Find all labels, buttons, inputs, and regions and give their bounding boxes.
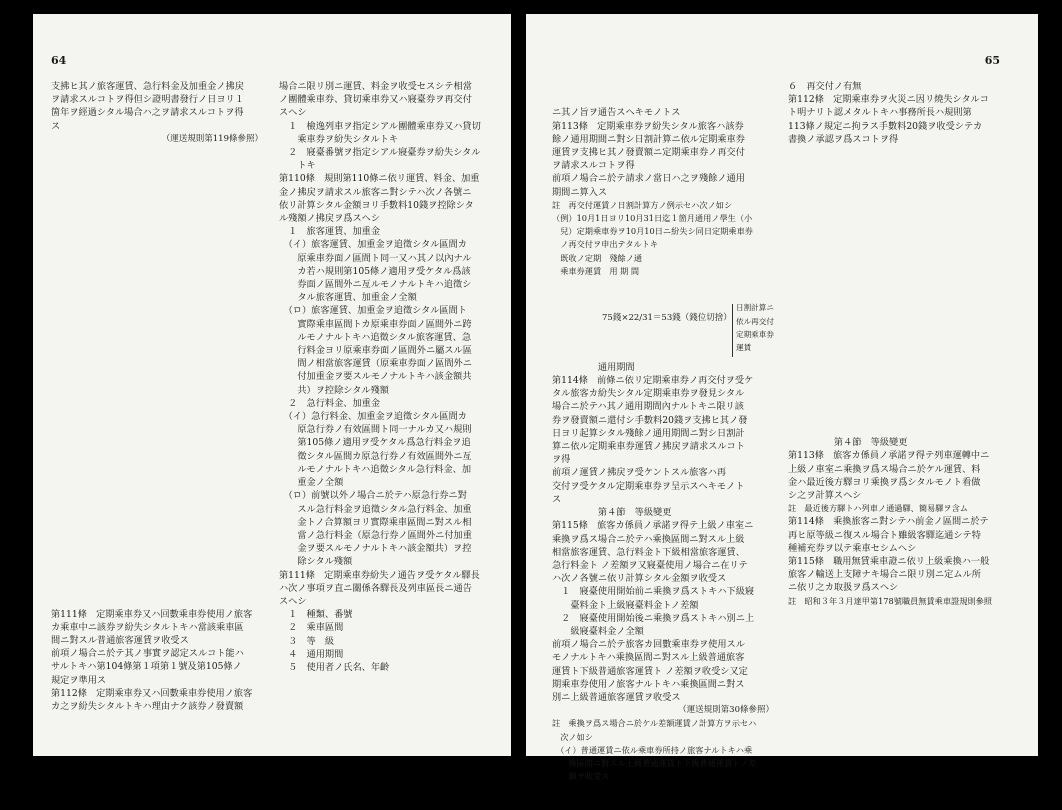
fare-formula [552, 303, 782, 353]
text-line [51, 489, 271, 502]
text-line [51, 186, 271, 199]
left-column-2 [279, 80, 505, 674]
text-line: （運送規則第30條參照） [678, 705, 774, 716]
text-line: ニ依リ之カ取扱ヲ爲スヘシ [788, 582, 899, 594]
text-line [788, 383, 1024, 396]
text-line [51, 199, 271, 212]
text-line [51, 463, 271, 476]
text-line [788, 370, 1024, 383]
text-line: 付加重金ヲ要スルモノナルトキハ該金額共 [279, 371, 472, 383]
text-line: ト明ナリト認メタルトキハ事務所長ハ規則第 [788, 107, 972, 119]
text-line: ６ 再交付ノ有無 [788, 81, 862, 92]
text-line: 第114條 乘換旅客ニ對シテハ前金ノ區間ニ於テ [788, 516, 989, 528]
text-line [51, 476, 271, 489]
text-line: カ乘車中ニ該券ヲ紛失シタルトキハ當該乘車區 [51, 621, 244, 633]
text-line: 前項ノ場合ニ於テ旅客カ回數乘車券ヲ使用スル [552, 639, 745, 651]
text-line [788, 291, 1024, 304]
text-line: 原急行券ノ有效區間ト同一ナルカ又ハ規則 [279, 424, 472, 436]
text-line: 場合ニ於テハ其ノ通用期間內ナルトキニ限リ該 [552, 401, 744, 413]
text-line: 種補充券ヲ以テ乘車セシムヘシ [788, 542, 917, 554]
text-line [788, 357, 1024, 370]
text-line: 次ノ如シ [552, 731, 593, 742]
text-line: 支拂ヒ其ノ旅客運賃、急行料金及加重金ノ拂戻 [51, 81, 244, 92]
text-line [51, 502, 271, 515]
text-line: 第４節 等級變更 [788, 437, 908, 449]
text-line [51, 397, 271, 410]
text-line: ヲ得 [552, 454, 571, 466]
text-line: 當ノ急行料金（原急行券ノ區間外ニ付加重 [279, 529, 472, 541]
text-line [788, 172, 1024, 185]
formula-note [732, 304, 774, 357]
text-line: 金ノ拂戻ヲ請求スル旅客ニ對シテハ次ノ各號ニ [279, 186, 472, 198]
text-line [788, 159, 1024, 172]
formula-equation: 75錢×22/31＝53錢（錢位切捨） [602, 313, 732, 324]
text-line [51, 159, 271, 172]
text-line: 第４節 等級變更 [552, 507, 672, 519]
text-line: ノ團體乘車券、貸切乘車券又ハ寢臺券ヲ再交付 [279, 94, 472, 106]
text-line: 第111條 定期乘車券紛失ノ通告ヲ受ケタル驛長 [279, 569, 480, 581]
text-line: 依リ計算シタル金額ヨリ手數料10錢ヲ控除シタ [279, 199, 474, 211]
text-line: 第115條 旅客カ係員ノ承諾ヲ得テ上級ノ車室ニ [552, 520, 754, 532]
text-line: ス [552, 493, 562, 505]
left-column-1 [51, 80, 271, 713]
text-line [51, 172, 271, 185]
text-line: 間ノ相當旅客運賃（原乘車券面ノ區間外ニ [279, 358, 472, 370]
text-line: 徵シタル區間カ原急行券ノ有效區間外ニ亙 [279, 450, 472, 462]
text-line [788, 146, 1024, 159]
text-line [51, 594, 271, 607]
text-line: 第114條 前條ニ依リ定期乘車券ノ再交付ヲ受ケ [552, 375, 754, 387]
text-line: 原乘車券面ノ區間ト同一又ハ其ノ以內ナル [279, 252, 472, 264]
text-line: 間ニ對スル普通旅客運賃ヲ收受ス [51, 634, 189, 646]
text-line: 第111條 定期乘車券又ハ回數乘車券使用ノ旅客 [51, 608, 253, 620]
text-line: 換區間ニ對スル上級普通運賃ト下級普通運賃トノ差 [552, 757, 757, 768]
text-line [51, 212, 271, 225]
text-line: 定期乘車券 [736, 329, 774, 339]
text-line: 旅客ノ輸送上支障ナキ場合ニ限リ別ニ定ムル所 [788, 569, 981, 581]
text-line: 前項ノ運賃ノ拂戻ヲ受ケントスル旅客ハ再 [552, 467, 727, 479]
text-line [51, 528, 271, 541]
text-line: 註 乘換ヲ爲ス場合ニ於ケル差額運賃ノ計算方ヲ示セハ [552, 718, 757, 729]
text-line: 前項ノ場合ニ於テ請求ノ當日ハ之ヲ殘餘ノ通用 [552, 173, 745, 185]
text-line: 箇年ヲ經過シタル場合ハ之ヲ請求スルコトヲ得 [51, 107, 244, 119]
text-line: 依ル再交付 [736, 316, 774, 326]
left-page [33, 14, 511, 756]
text-line: サルトキハ第104條第１項第１號及第105條ノ [51, 661, 242, 673]
text-line: 金トノ合算額ヨリ實際乘車區間ニ對スル相 [279, 516, 472, 528]
text-line: 行料金ヨリ原乘車券面ノ區間外ニ屬スル區 [279, 345, 472, 357]
text-line [51, 410, 271, 423]
text-line: 日ヨリ起算シタル殘餘ノ通用期間ニ對シ日割計 [552, 427, 745, 439]
text-line: 除シタル殘額 [279, 556, 353, 568]
text-line [51, 278, 271, 291]
text-line [788, 410, 1024, 423]
text-line: 金ヲ要スルモノナルトキハ該金額共）ヲ控 [279, 543, 472, 555]
text-line: ル殘額ノ拂戻ヲ爲スヘシ [279, 213, 381, 225]
text-line: ５ 使用者ノ氏名、年齡 [279, 661, 390, 673]
text-line: タル旅客カ紛失シタル定期乘車券ヲ發見シタル [552, 388, 745, 400]
text-line [788, 186, 1024, 199]
text-line: 書換ノ承認ヲ爲スコトヲ得 [788, 133, 899, 145]
text-line: 級寢臺料金ノ全額 [552, 625, 644, 637]
text-line [51, 317, 271, 330]
text-line: （イ）急行料金、加重金ヲ追徵シタル區間カ [279, 411, 467, 423]
text-line: 註 再交付運賃ノ日割計算方ノ例示セハ次ノ如シ [552, 199, 733, 210]
text-line: 期乘車券使用ノ旅客ナルトキハ乘換區間ニ對ス [552, 678, 745, 690]
text-line [788, 252, 1024, 265]
text-line: （イ）旅客運賃、加重金ヲ追徵シタル區間カ [279, 239, 467, 251]
text-line: ハ次ノ事項ヲ直ニ關係各驛長及列車區長ニ通告 [279, 582, 472, 594]
text-line: 乘車券運賃 用 期 間 [552, 265, 640, 276]
text-line: 額ヲ收受ス [552, 771, 610, 782]
text-line: （例）10月1日ヨリ10月31日迄１箇月通用ノ學生（小 [552, 213, 753, 224]
text-line: 再ヒ原等級ニ復スル場合ト雖級客驛迄通シテ特 [788, 529, 981, 541]
text-line: （ロ）前號以外ノ場合ニ於テハ原急行券ニ對 [279, 490, 467, 502]
text-line [51, 265, 271, 278]
text-line [51, 225, 271, 238]
text-line: ４ 通用期間 [279, 648, 344, 660]
text-line [51, 436, 271, 449]
text-line [51, 331, 271, 344]
right-col1-bottom [552, 361, 782, 784]
page-number-left: 64 [51, 54, 67, 67]
text-line [788, 212, 1024, 225]
text-line [788, 304, 1024, 317]
text-line: スル急行料金ヲ追徵シタル急行料金、加重 [279, 503, 472, 515]
text-line: ヲ請求スルコトヲ得但シ證明書發行ノ日ヨリ１ [51, 94, 244, 106]
text-line: 臺料金ト上級寢臺料金トノ差額 [552, 599, 699, 611]
text-line: （イ）普通運賃ニ依ル乘車券所持ノ旅客ナルトキハ乘 [552, 744, 753, 755]
text-line: 期間ニ算入ス [552, 186, 608, 198]
text-line [788, 344, 1024, 357]
text-line: １ 旅客運賃、加重金 [279, 226, 381, 238]
text-line [51, 383, 271, 396]
text-line: 第115條 職用無賃乘車證ニ依リ上級乘換ハ一般 [788, 555, 990, 567]
text-line: ルモノナルトキハ追徵シタル急行料金、加 [279, 463, 472, 475]
text-line [51, 449, 271, 462]
text-line: 乘車券ヲ紛失シタルトキ [279, 133, 399, 145]
text-line: 第113條 旅客カ係員ノ承諾ヲ得テ列車運轉中ニ [788, 450, 990, 462]
text-line [51, 542, 271, 555]
text-line [788, 423, 1024, 436]
text-line [788, 278, 1024, 291]
text-line: 共）ヲ控除シタル殘額 [279, 384, 389, 396]
text-line [788, 225, 1024, 238]
text-line: タル旅客運賃、加重金ノ全額 [279, 292, 417, 304]
text-line: 相當旅客運賃、急行料金ト下級相當旅客運賃、 [552, 546, 745, 558]
text-line: 113條ノ規定ニ拘ラス手數料20錢ヲ收受シテカ [788, 120, 983, 132]
text-line: トキ [279, 160, 316, 172]
text-line [51, 357, 271, 370]
text-line: ２ 寢臺使用開始後ニ乘換ヲ爲ストキハ別ニ上 [552, 612, 755, 624]
text-line [51, 581, 271, 594]
text-line: ハ次ノ各號ニ依リ計算シタル金額ヲ收受ス [552, 573, 727, 585]
text-line: 金ハ最近後方驛ヨリ乘換ヲ爲シタルモノト看做 [788, 476, 981, 488]
text-line [51, 568, 271, 581]
text-line: 兒）定期乘車券ヲ10月10日ニ紛失シ同日定期乘車券 [552, 226, 753, 237]
text-line: モノナルトキハ乘換區間ニ對スル上級普通旅客 [552, 652, 745, 664]
text-line: ヲ請求スルコトヲ得 [552, 160, 635, 172]
text-line [788, 265, 1024, 278]
text-line: 券ヲ發賣額ニ還付シ手數料20錢ヲ支拂ヒ其ノ發 [552, 414, 748, 426]
text-line: 上級ノ車室ニ乘換ヲ爲ス場合ニ於ケル運賃、料 [788, 463, 981, 475]
text-line: 算ニ依ル定期乘車券運賃ノ拂戻ヲ請求スルコト [552, 441, 745, 453]
text-line: ノ再交付ヲ申出テタルトキ [552, 239, 659, 250]
text-line: 前項ノ場合ニ於テ其ノ事實ヲ認定スルコト能ハ [51, 648, 244, 660]
page-number-right: 65 [984, 54, 1000, 67]
text-line: 第112條 定期乘車券又ハ回數乘車券使用ノ旅客 [51, 687, 253, 699]
text-line [51, 515, 271, 528]
text-line [788, 238, 1024, 251]
text-line: 規定ヲ準用ス [51, 674, 107, 686]
text-line: スヘシ [279, 595, 307, 607]
right-page [526, 14, 1038, 782]
text-line: （ロ）旅客運賃、加重金ヲ追徵シタル區間ト [279, 305, 467, 317]
text-line: 實際乘車區間トカ原乘車券面ノ區間外ニ跨 [279, 318, 472, 330]
text-line: 第112條 定期乘車券ヲ火災ニ因リ燒失シタルコ [788, 94, 989, 106]
text-line: ニ其ノ旨ヲ通告スヘキモノトス [552, 107, 681, 119]
text-line: 券面ノ區間外ニ亙ルモノナルトキハ追徵シ [279, 279, 472, 291]
text-line [788, 199, 1024, 212]
text-line [51, 423, 271, 436]
text-line: 重金ノ全額 [279, 477, 344, 489]
right-col1-top [552, 106, 782, 278]
text-line: ス [51, 120, 61, 132]
text-line: 餘ノ通用期間ニ對シ日割計算ニ依ル定期乘車券 [552, 133, 745, 145]
text-line: 第113條 定期乘車券ヲ紛失シタル旅客ハ該券 [552, 120, 744, 132]
text-line: スヘシ [279, 107, 307, 119]
text-line: 通用期間 [552, 361, 635, 373]
right-column-1 [552, 80, 782, 810]
text-line: （運送規則第119條參照） [161, 133, 263, 144]
text-line: １ 檢逸列車ヲ指定シアル團體乘車券又ハ貸切 [279, 120, 481, 132]
text-line: 急行料金ト ノ差額ヲ又寢臺使用ノ場合ニ在リテ [552, 559, 748, 571]
text-line: 註 最近後方驛トハ列車ノ通過驛、簡易驛ヲ含ム [788, 503, 968, 514]
text-line: 既收ノ定期 殘餘ノ通 [552, 252, 643, 263]
text-line: 運賃ト下級普通旅客運賃ト ノ差額ヲ收受シ又定 [552, 665, 748, 677]
right-column-2 [788, 80, 1024, 608]
text-line: ３ 等 級 [279, 635, 335, 647]
text-line: カ若ハ規則第105條ノ適用ヲ受ケタル爲該 [279, 265, 471, 277]
text-line: 註 昭和３年３月達甲第178號職員無賃乘車證規則參照 [788, 595, 992, 606]
text-line [788, 331, 1024, 344]
text-line: 別ニ上級普通旅客運賃ヲ收受ス [552, 691, 681, 703]
text-line: 交付ヲ受ケタル定期乘車券ヲ呈示スヘキモノト [552, 480, 745, 492]
text-line [51, 146, 271, 159]
text-line [788, 397, 1024, 410]
text-line [788, 317, 1024, 330]
text-line [51, 252, 271, 265]
text-line: ２ 乘車區間 [279, 622, 344, 634]
text-line: 運賃 [736, 343, 752, 353]
text-line [51, 555, 271, 568]
text-line [51, 370, 271, 383]
text-line [51, 291, 271, 304]
text-line: 運賃ヲ支拂ヒ其ノ發賣額ニ定期乘車券ノ再交付 [552, 147, 745, 159]
text-line: ２ 急行料金、加重金 [279, 397, 381, 409]
text-line [51, 304, 271, 317]
text-line: ２ 寢臺番號ヲ指定シアル寢臺券ヲ紛失シタル [279, 147, 481, 159]
text-line [51, 238, 271, 251]
text-line: シ之ヲ計算スヘシ [788, 489, 862, 501]
text-line: １ 種類、番號 [279, 609, 353, 621]
text-line: ルモノナルトキハ追徵シタル旅客運賃、急 [279, 331, 472, 343]
text-line: 日割計算ニ [736, 303, 774, 313]
text-line: カ之ヲ紛失シタルトキハ理由ナク該券ノ發賣額 [51, 701, 244, 712]
text-line: 場合ニ限リ別ニ運賃、料金ヲ收受セスシテ相當 [279, 81, 472, 92]
text-line: 乘換ヲ爲ス場合ニ於テハ乘換區間ニ對スル上級 [552, 533, 745, 545]
text-line [51, 344, 271, 357]
text-line: 第105條ノ適用ヲ受ケタル爲急行料金ヲ追 [279, 437, 471, 449]
text-line: 第110條 規則第110條ニ依リ運賃、料金、加重 [279, 173, 480, 185]
text-line: １ 寢臺使用開始前ニ乘換ヲ爲ストキハ下級寢 [552, 586, 755, 598]
